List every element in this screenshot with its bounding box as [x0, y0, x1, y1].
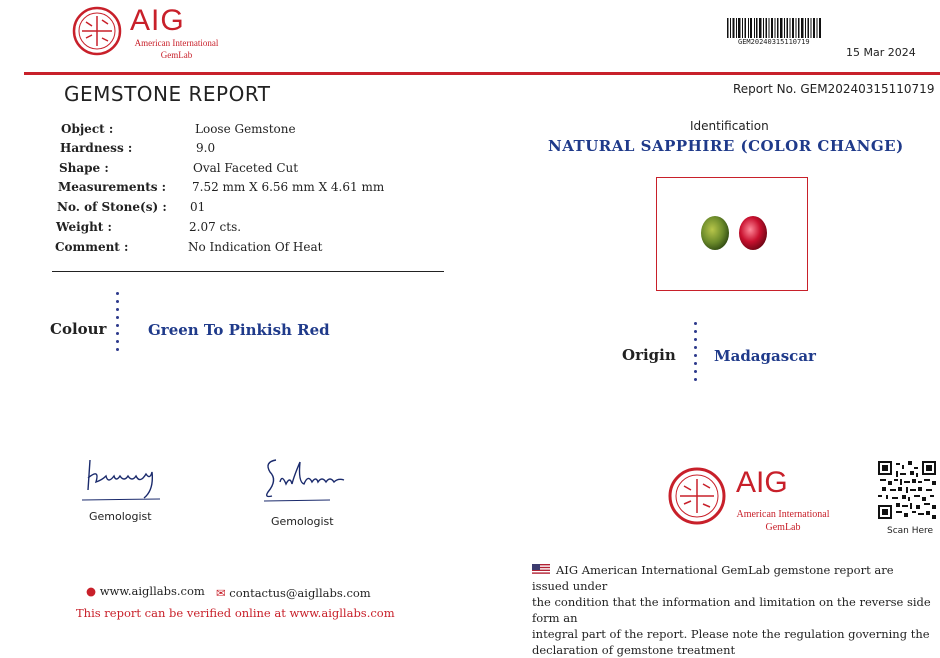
brand-subtitle: [129, 37, 224, 61]
globe-icon: ●: [86, 584, 97, 598]
disclaimer-line3: integral part of the report. Please note the regulation governing the: [532, 627, 930, 641]
spec-label: Comment :: [55, 240, 129, 254]
spec-label: Object :: [61, 122, 114, 136]
colour-label: Colour: [50, 320, 107, 338]
specs-divider: [52, 271, 444, 272]
gemologist-signature-1: [80, 450, 180, 505]
colour-dot-separator: [116, 292, 119, 356]
barcode-number: GEM20240315110719: [738, 38, 810, 46]
origin-dot-separator: [694, 322, 697, 386]
qr-code[interactable]: [878, 461, 936, 519]
brand-name: AIG: [130, 4, 185, 37]
spec-label: Hardness :: [60, 141, 133, 155]
mail-icon: ✉: [216, 586, 226, 600]
spec-value: Loose Gemstone: [195, 122, 296, 136]
disclaimer-line2: the condition that the information and limitation on the reverse side form an: [532, 595, 931, 625]
aig-seal-logo: [72, 6, 122, 56]
seal-brand-name: AIG: [736, 466, 788, 499]
website-link[interactable]: [86, 584, 205, 598]
gemstone-image: [657, 178, 807, 290]
header-divider: [24, 72, 940, 75]
red-stone-view: [739, 216, 767, 250]
gemologist-label-1: Gemologist: [89, 510, 152, 523]
email-text: contactus@aigllabs.com: [229, 586, 371, 600]
colour-value: Green To Pinkish Red: [148, 321, 330, 339]
spec-value: 2.07 cts.: [189, 220, 242, 234]
us-flag-icon: [532, 564, 550, 575]
disclaimer-line1-row: [532, 562, 934, 594]
disclaimer-line4: declaration of gemstone treatment: [532, 643, 736, 657]
identification-value: NATURAL SAPPHIRE (COLOR CHANGE): [548, 137, 904, 155]
spec-value: 9.0: [196, 141, 216, 155]
gemologist-label-2: Gemologist: [271, 515, 334, 528]
origin-label: Origin: [622, 346, 676, 364]
spec-label: Weight :: [56, 220, 112, 234]
origin-value: Madagascar: [714, 347, 816, 365]
verify-note: This report can be verified online at www.aigllabs.com: [76, 606, 395, 620]
brand-subtitle-line2: GemLab: [160, 50, 193, 60]
spec-label: No. of Stone(s) :: [57, 200, 167, 214]
aig-seal-logo-large: [668, 467, 726, 525]
report-title: GEMSTONE REPORT: [64, 82, 271, 106]
report-number: Report No. GEM20240315110719: [733, 82, 935, 96]
qr-scan-label: Scan Here: [887, 526, 934, 536]
website-text: www.aigllabs.com: [99, 584, 205, 598]
green-stone-view: [701, 216, 729, 250]
report-date: 15 Mar 2024: [846, 46, 916, 59]
disclaimer-line1: AIG American International GemLab gemstone report are issued under: [532, 563, 894, 593]
seal-subtitle-line1: American International: [736, 509, 830, 520]
gemologist-signature-2: [260, 452, 360, 507]
spec-label: Shape :: [59, 161, 109, 175]
gemstone-photo: [656, 177, 808, 291]
barcode: [727, 18, 822, 38]
disclaimer: [532, 562, 934, 658]
seal-brand-subtitle: [731, 508, 835, 534]
email-link[interactable]: [216, 586, 371, 600]
spec-value: 01: [190, 200, 206, 214]
spec-value: Oval Faceted Cut: [193, 161, 299, 175]
spec-label: Measurements :: [58, 180, 167, 194]
identification-label: Identification: [690, 119, 769, 133]
brand-subtitle-line1: American International: [134, 38, 219, 48]
spec-value: 7.52 mm X 6.56 mm X 4.61 mm: [192, 180, 385, 194]
seal-subtitle-line2: GemLab: [765, 522, 801, 533]
spec-value: No Indication Of Heat: [188, 240, 323, 254]
